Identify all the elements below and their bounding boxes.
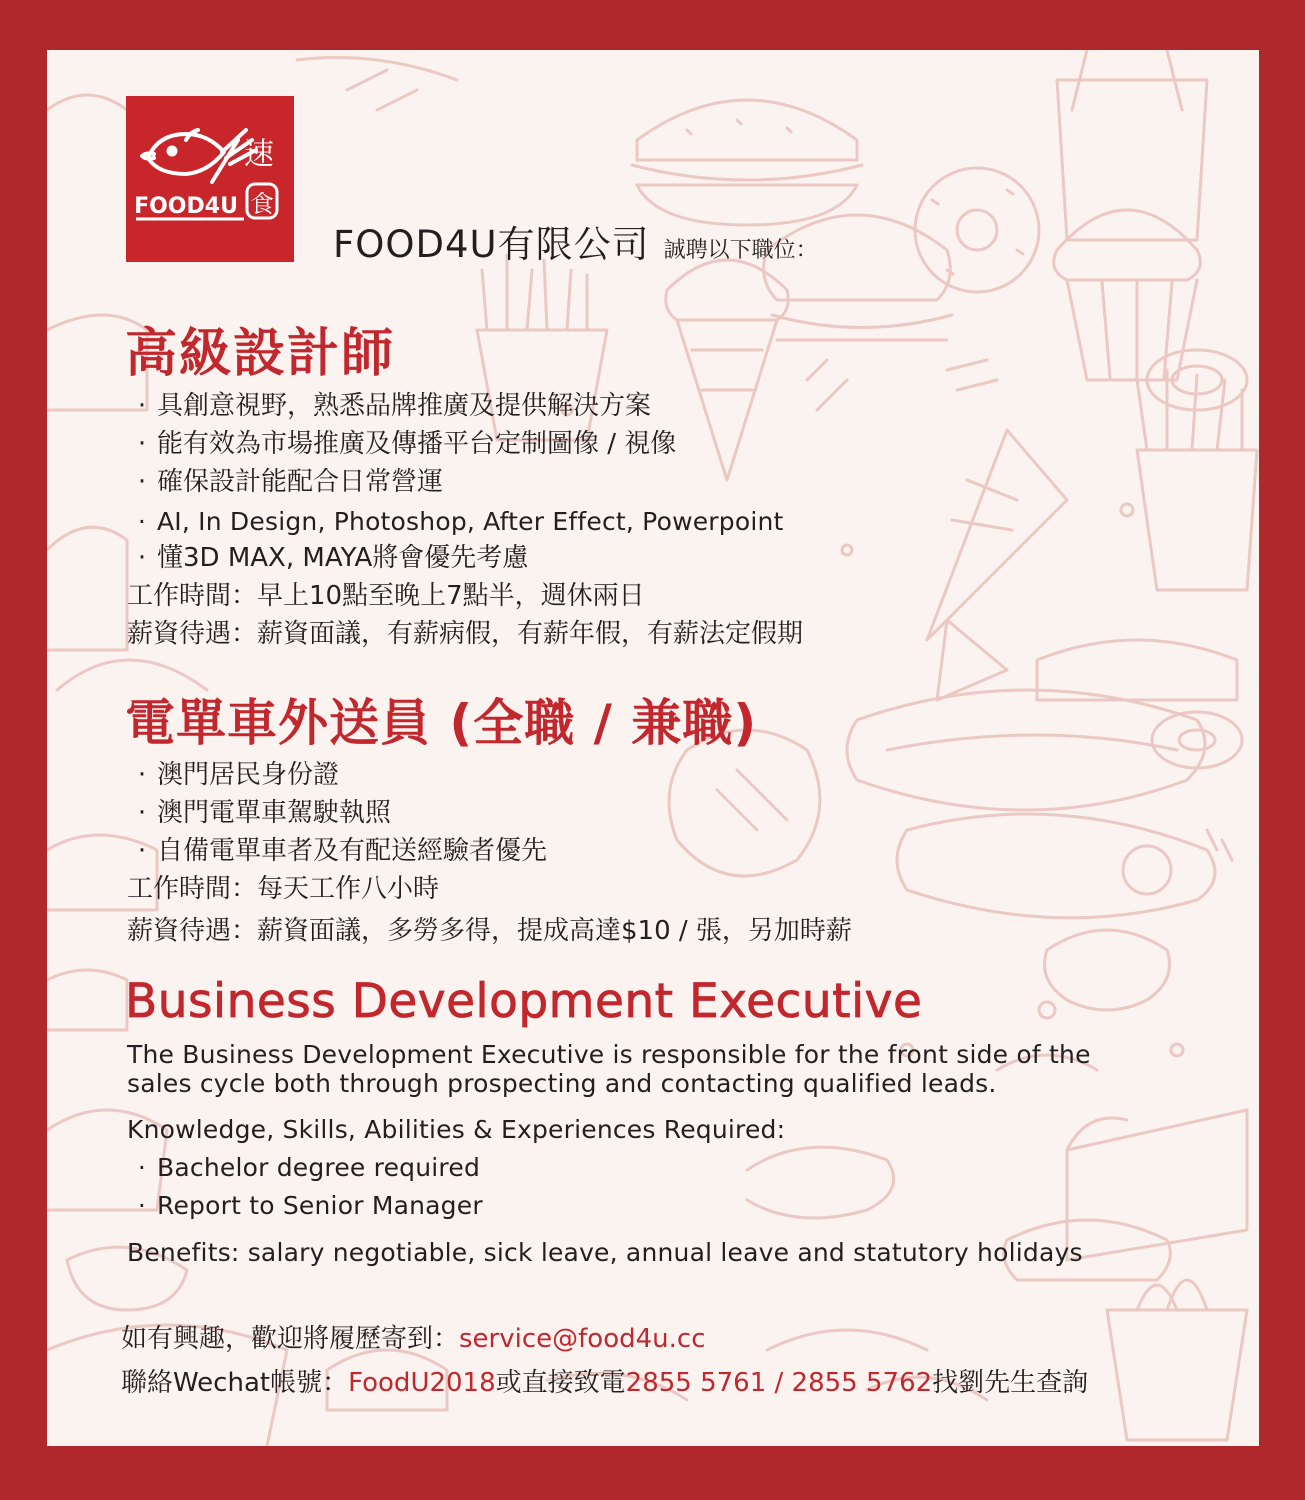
list-item: · Report to Senior Manager — [137, 1191, 483, 1220]
list-item: · 具創意視野，熟悉品牌推廣及提供解決方案 — [137, 391, 652, 421]
designer-hours: 工作時間：早上10點至晚上7點半，週休兩日 — [127, 581, 645, 611]
poster-sheet — [47, 50, 1259, 1446]
courier-salary: 薪資待遇：薪資面議，多勞多得，提成高達$10 / 張，另加時薪 — [127, 916, 852, 946]
list-item: · Bachelor degree required — [137, 1153, 481, 1182]
list-item: · 懂3D MAX, MAYA將會優先考慮 — [137, 543, 529, 573]
list-item: · 澳門居民身份證 — [137, 760, 340, 790]
fish-fork-logo-icon — [126, 96, 294, 262]
list-item: · 澳門電單車駕駛執照 — [137, 798, 392, 828]
list-item: · 能有效為市場推廣及傳播平台定制圖像 / 視像 — [137, 429, 677, 459]
company-logo — [126, 96, 294, 262]
list-item: · 自備電單車者及有配送經驗者優先 — [137, 836, 548, 866]
bde-title: Business Development Executive — [125, 974, 923, 1029]
logo-brand-text: FOOD4U — [134, 194, 238, 219]
designer-title: 高級設計師 — [125, 324, 396, 384]
contact-phone-line — [121, 1370, 1088, 1396]
bde-benefits: Benefits: salary negotiable, sick leave, annual leave and statutory holidays — [127, 1238, 1083, 1267]
phone-numbers[interactable]: 2855 5761 / 2855 5762 — [625, 1368, 933, 1398]
courier-title: 電單車外送員 (全職 / 兼職) — [125, 694, 758, 752]
contact-email-line — [121, 1326, 706, 1352]
wechat-label: 聯絡Wechat帳號： — [121, 1368, 349, 1398]
wechat-id: FoodU2018 — [348, 1368, 496, 1398]
company-header — [333, 223, 818, 266]
designer-salary: 薪資待遇：薪資面議，有薪病假，有薪年假，有薪法定假期 — [127, 619, 804, 649]
logo-char-top: 速 — [244, 137, 274, 172]
phone-label: 或直接致電 — [495, 1368, 626, 1398]
courier-hours: 工作時間：每天工作八小時 — [127, 874, 440, 904]
list-item: · 確保設計能配合日常營運 — [137, 467, 444, 497]
hiring-text: 誠聘以下職位： — [663, 238, 818, 263]
company-name: FOOD4U有限公司 — [333, 223, 650, 266]
email-label: 如有興趣，歡迎將履歷寄到： — [121, 1324, 460, 1354]
poster-content — [47, 50, 1259, 1446]
bde-description-line1: The Business Development Executive is responsible for the front side of the — [127, 1040, 1091, 1069]
email-link[interactable]: service@food4u.cc — [459, 1324, 706, 1354]
bde-requirements-heading: Knowledge, Skills, Abilities & Experiences Required: — [127, 1115, 786, 1144]
bde-description-line2: sales cycle both through prospecting and contacting qualified leads. — [127, 1069, 997, 1098]
contact-person: 找劉先生查詢 — [932, 1368, 1089, 1398]
list-item: · AI, In Design, Photoshop, After Effect, Powerpoint — [137, 507, 784, 536]
logo-char-bottom: 食 — [250, 190, 274, 218]
